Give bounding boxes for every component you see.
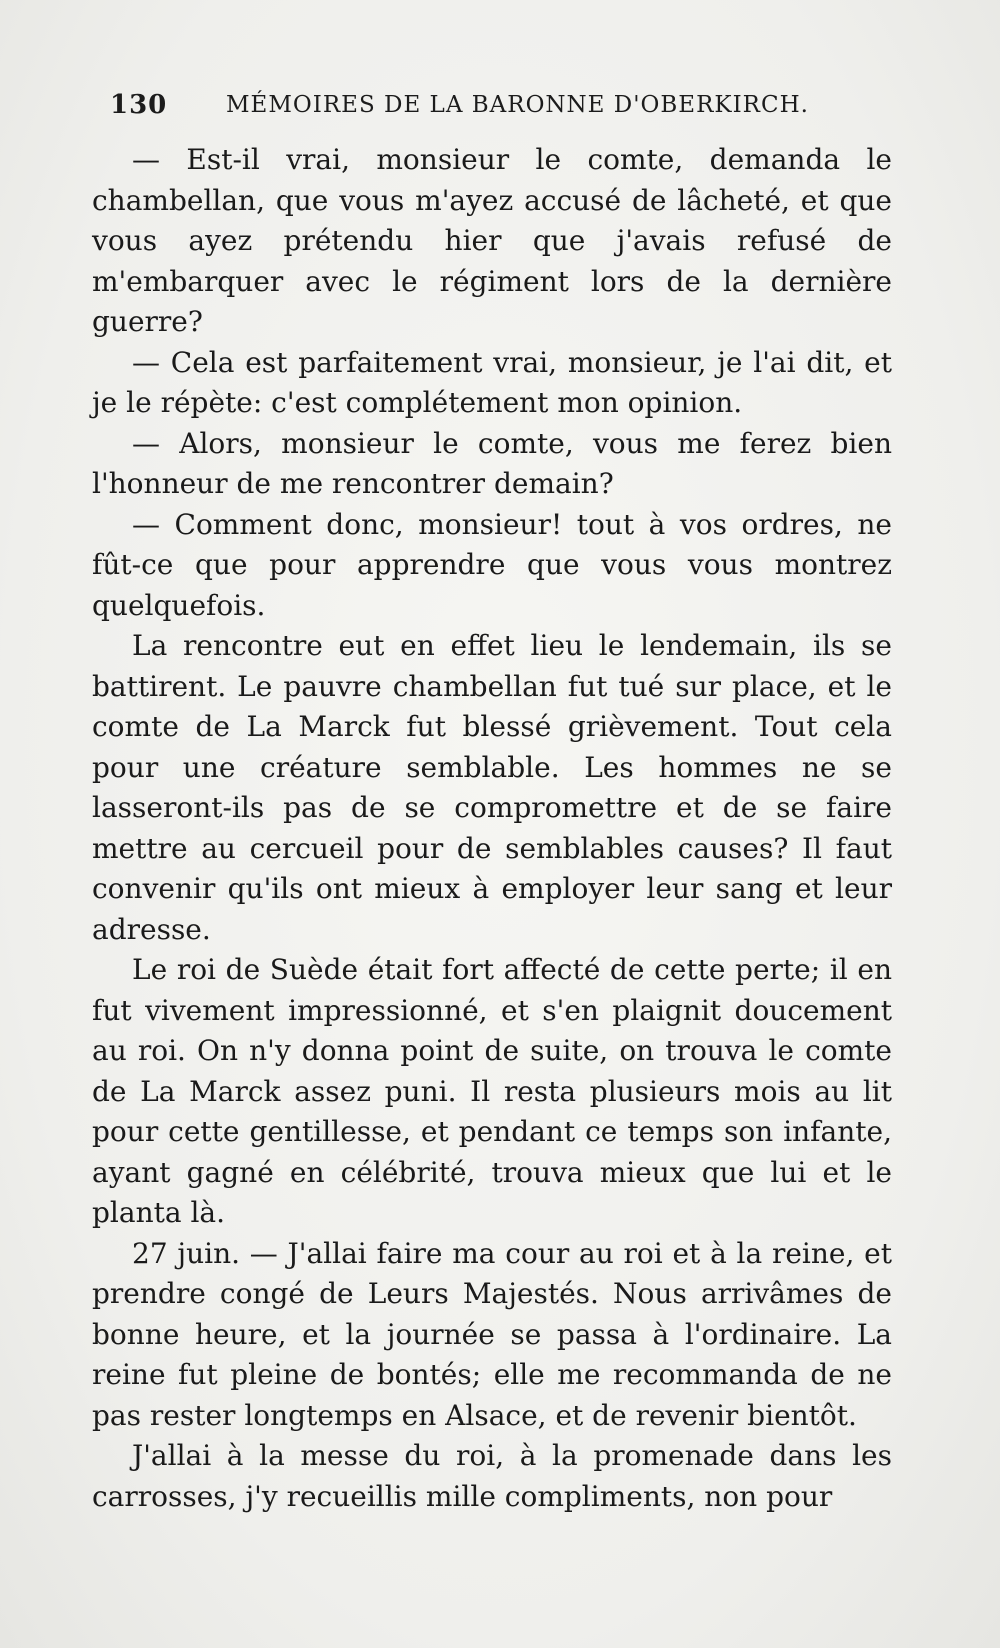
paragraph: J'allai à la messe du roi, à la promenade dans les carrosses, j'y recueillis mille compliments, non pour: [92, 1439, 892, 1513]
body-text: [92, 140, 892, 1517]
paragraph: — Comment donc, monsieur! tout à vos ordres, ne fût-ce que pour apprendre que vous vous montrez quelquefois.: [92, 507, 892, 622]
paragraph: Le roi de Suède était fort affecté de cette perte; il en fut vivement impressionné, et s'en plaignit doucement au roi. On n'y donna point de suite, on trouva le comte de La Marck assez puni. Il resta plusieurs mois au lit pour cette gentillesse, et pendant ce temps son infante, ayant gagné en célébrité, trouva mieux que lui et le planta là.: [92, 953, 892, 1229]
paragraph: — Cela est parfaitement vrai, monsieur, je l'ai dit, et je le répète: c'est complétement mon opinion.: [92, 345, 892, 419]
paragraph: 27 juin. — J'allai faire ma cour au roi et à la reine, et prendre congé de Leurs Majestés. Nous arrivâmes de bonne heure, et la journée se passa à l'ordinaire. La reine fut pleine de bontés; elle me recommanda de ne pas rester longtemps en Alsace, et de revenir bientôt.: [92, 1236, 892, 1432]
page-header: [110, 88, 890, 128]
paragraph: — Alors, monsieur le comte, vous me ferez bien l'honneur de me rencontrer demain?: [92, 426, 892, 500]
running-title: MÉMOIRES DE LA BARONNE D'OBERKIRCH.: [226, 92, 809, 118]
paragraph: La rencontre eut en effet lieu le lendemain, ils se battirent. Le pauvre chambellan fut tué sur place, et le comte de La Marck fut blessé grièvement. Tout cela pour une créature semblable. Les hommes ne se lasseront-ils pas de se compromettre et de se faire mettre au cercueil pour de semblables causes? Il faut convenir qu'ils ont mieux à employer leur sang et leur adresse.: [92, 629, 892, 946]
paragraph: — Est-il vrai, monsieur le comte, demanda le chambellan, que vous m'ayez accusé de lâcheté, et que vous ayez prétendu hier que j'avais refusé de m'embarquer avec le régiment lors de la dernière guerre?: [92, 143, 892, 338]
page-number: 130: [110, 90, 168, 120]
